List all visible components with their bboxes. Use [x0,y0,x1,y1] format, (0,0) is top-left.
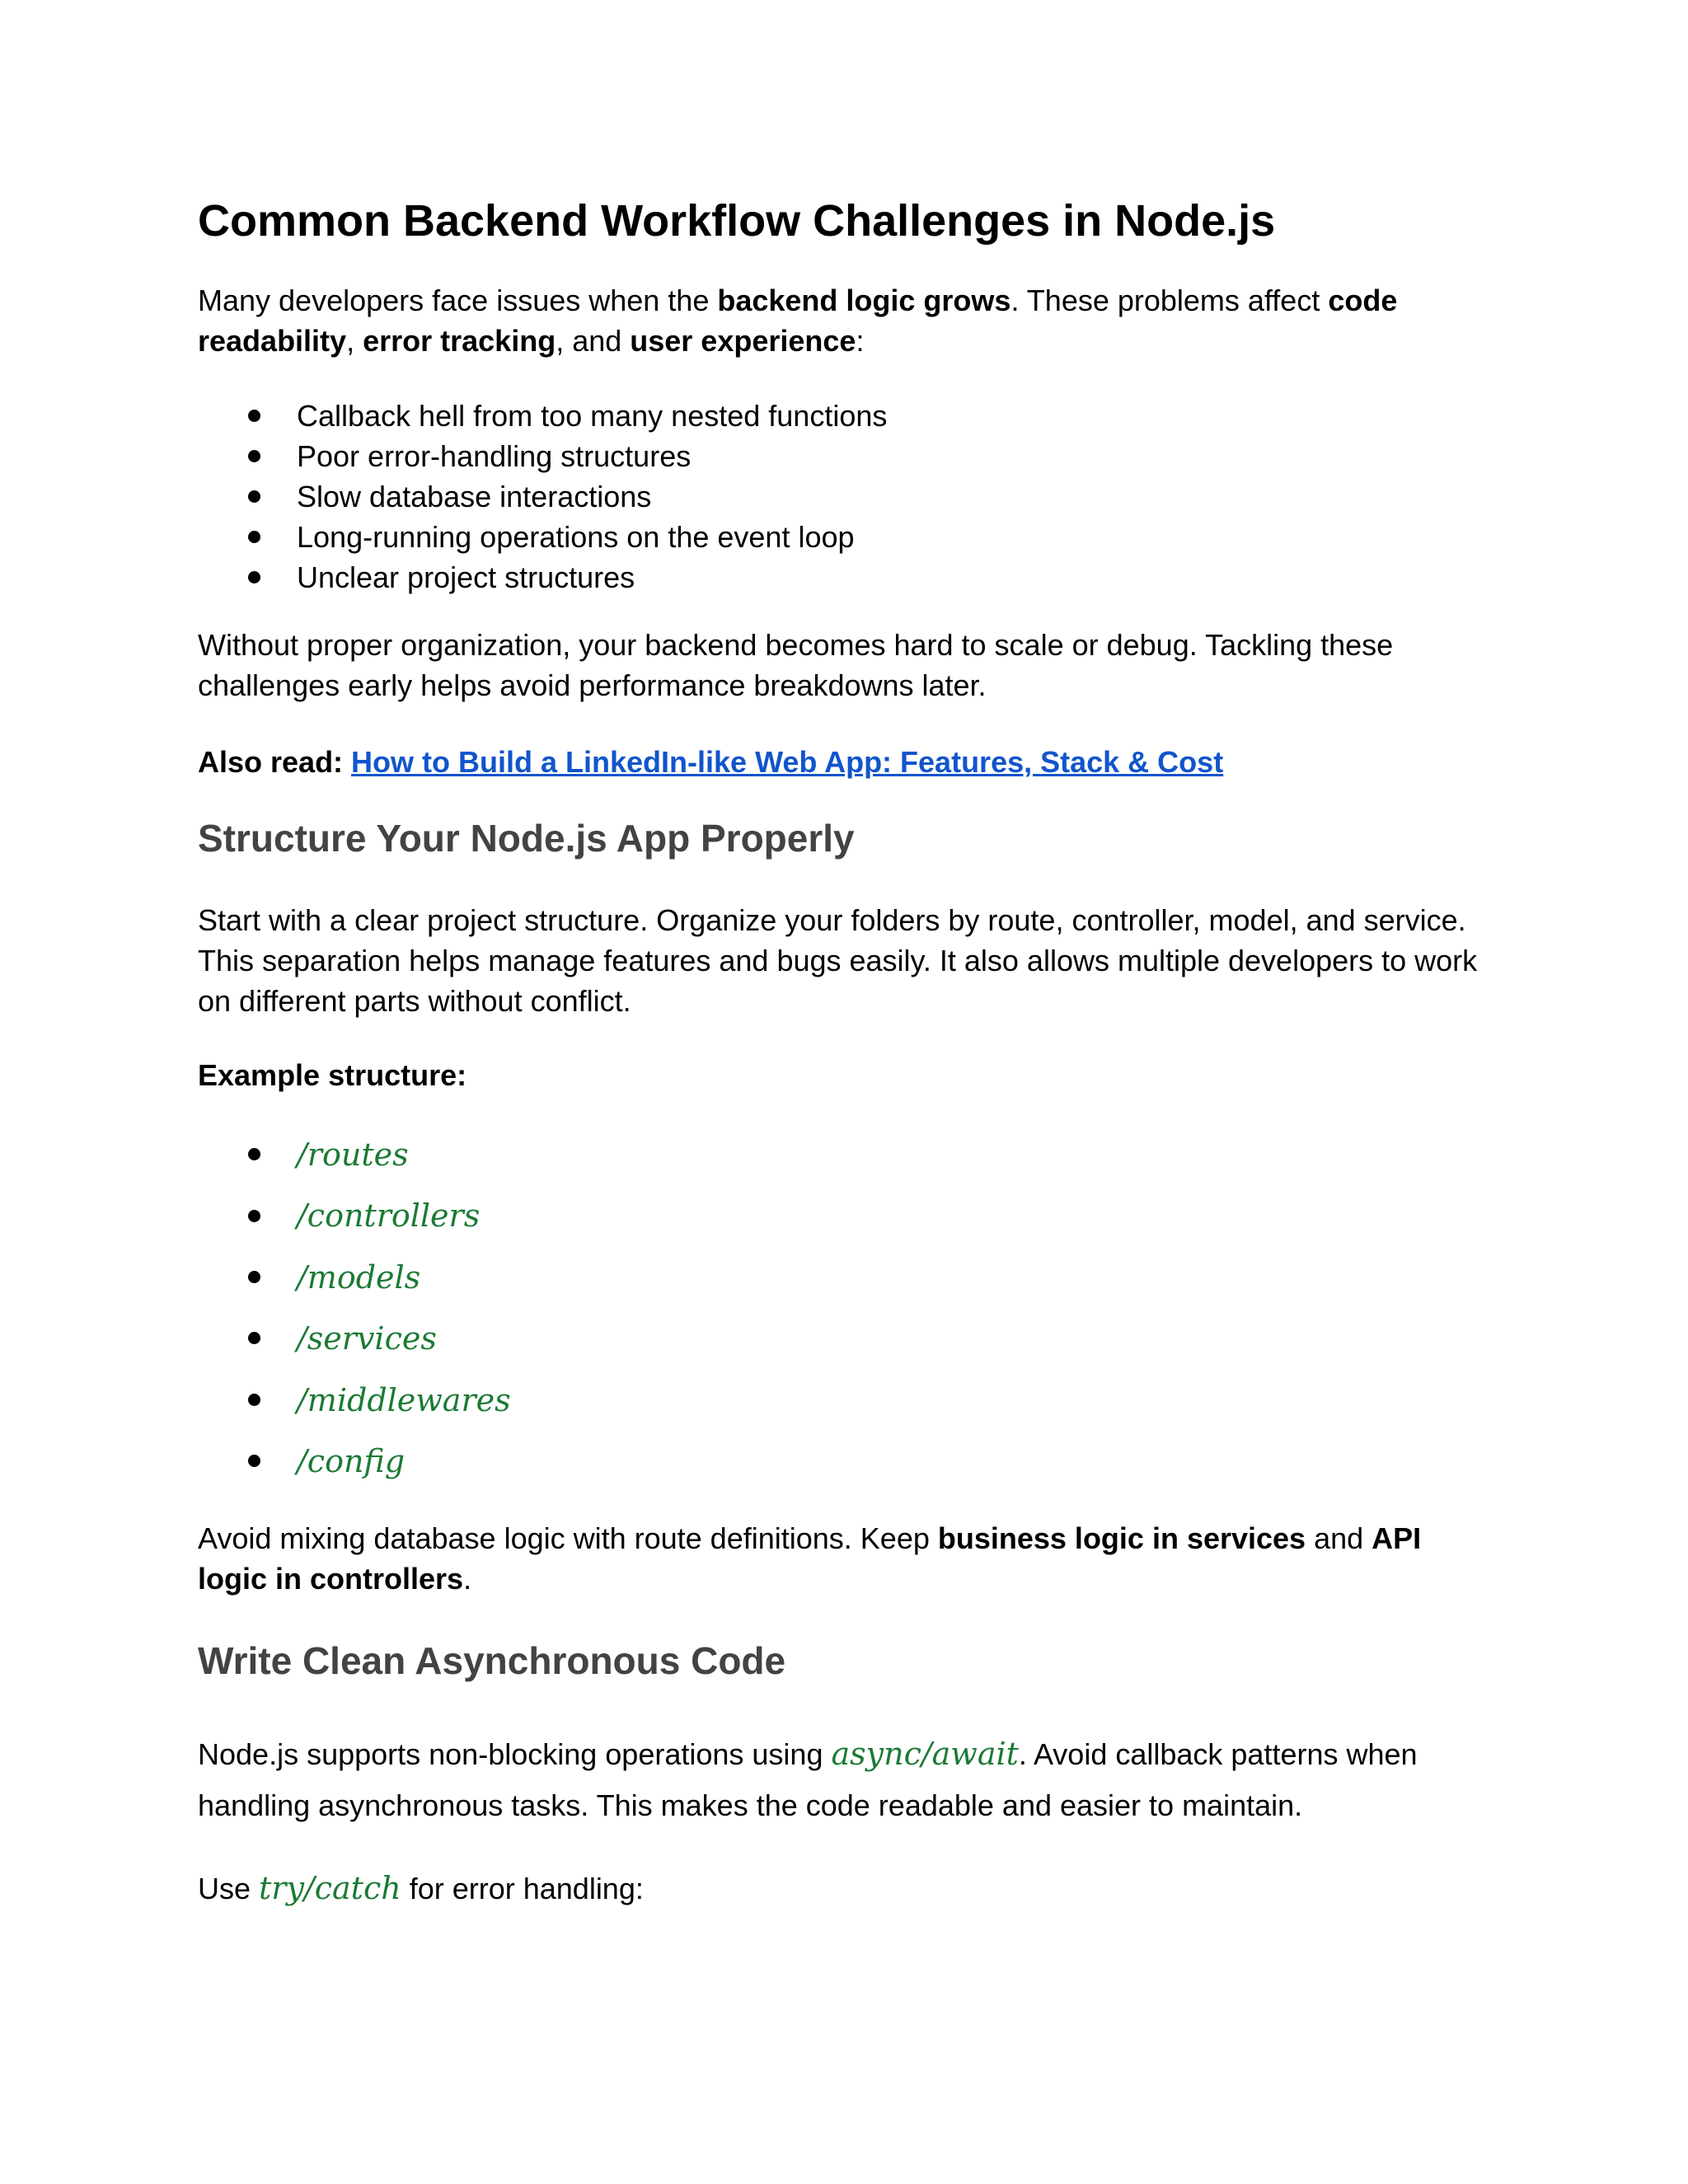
list-item-text: Unclear project structures [297,560,635,594]
list-item [198,476,887,517]
list-item [198,1247,511,1308]
folder-name: /services [297,1320,437,1357]
intro-paragraph [198,280,1492,361]
folder-name: /config [297,1442,406,1479]
list-item-text: Poor error-handling structures [297,439,692,473]
folder-list [198,1124,511,1492]
challenges-list [198,396,887,598]
intro-text: , [346,324,363,358]
also-read-label: Also read: [198,745,352,779]
list-item [198,517,887,557]
intro-bold: user experience [630,324,856,358]
bullet-icon [248,490,260,503]
folder-name: /middlewares [297,1381,511,1418]
folder-name: /routes [297,1137,409,1173]
also-read-link[interactable]: How to Build a LinkedIn-like Web App: Features, Stack & Cost [351,745,1224,779]
page-title: Common Backend Workflow Challenges in Node.js [198,196,1276,246]
folder-name: /controllers [297,1197,481,1235]
folder-name: /models [297,1258,421,1296]
list-item-text: Callback hell from too many nested functions [297,399,888,433]
list-item [198,1124,511,1185]
async-paragraph [198,1728,1492,1831]
bullet-icon [248,1455,260,1467]
async-text: . Avoid callback patterns when handling asynchronous tasks. This makes the code readable and easier to maintain. [198,1737,1418,1822]
section-body: Start with a clear project structure. Organize your folders by route, controller, model, and service. This separation helps manage features and bugs easily. It also allows multiple developers to work on different parts without conflict. [198,903,1478,1018]
list-item [198,1308,511,1369]
list-item [198,396,887,436]
section-heading: Structure Your Node.js App Properly [198,817,855,860]
also-read [198,742,1492,782]
intro-text: : [856,324,865,358]
list-item [198,1431,511,1492]
advice-text: and [1306,1521,1372,1555]
bullet-icon [248,1332,260,1344]
bullet-icon [248,571,260,583]
list-item [198,1370,511,1431]
inline-code: async/await [831,1736,1019,1772]
inline-code: try/catch [259,1870,401,1906]
async-text: Node.js supports non-blocking operations using [198,1737,832,1771]
summary-paragraph: Without proper organization, your backend becomes hard to scale or debug. Tackling these challenges early helps avoid performance breakdowns later. [198,628,1394,702]
bullet-icon [248,1210,260,1222]
advice-text: . [463,1562,472,1596]
bullet-icon [248,410,260,422]
try-catch-text: Use [198,1872,260,1905]
intro-text: . These problems affect [1010,284,1329,317]
bullet-icon [248,450,260,462]
intro-bold: error tracking [363,324,556,358]
section-heading: Write Clean Asynchronous Code [198,1639,786,1682]
list-item [198,436,887,476]
intro-text: Many developers face issues when the [198,284,718,317]
advice-text: Avoid mixing database logic with route definitions. Keep [198,1521,938,1555]
advice-bold: business logic in services [937,1521,1306,1555]
advice-paragraph [198,1518,1492,1599]
list-item-text: Long-running operations on the event loop [297,520,855,554]
bullet-icon [248,1148,260,1160]
intro-bold: backend logic grows [717,284,1011,317]
intro-bold: code readability [198,284,1398,358]
advice-bold: API logic in controllers [198,1521,1422,1596]
example-label-text: Example structure: [198,1058,467,1092]
try-catch-paragraph [198,1863,1492,1915]
bullet-icon [248,1271,260,1283]
intro-text: , and [556,324,631,358]
bullet-icon [248,1394,260,1406]
bullet-icon [248,531,260,543]
example-label [198,1055,1492,1095]
list-item [198,557,887,598]
list-item [198,1185,511,1246]
list-item-text: Slow database interactions [297,480,652,513]
try-catch-text: for error handling: [401,1872,644,1905]
